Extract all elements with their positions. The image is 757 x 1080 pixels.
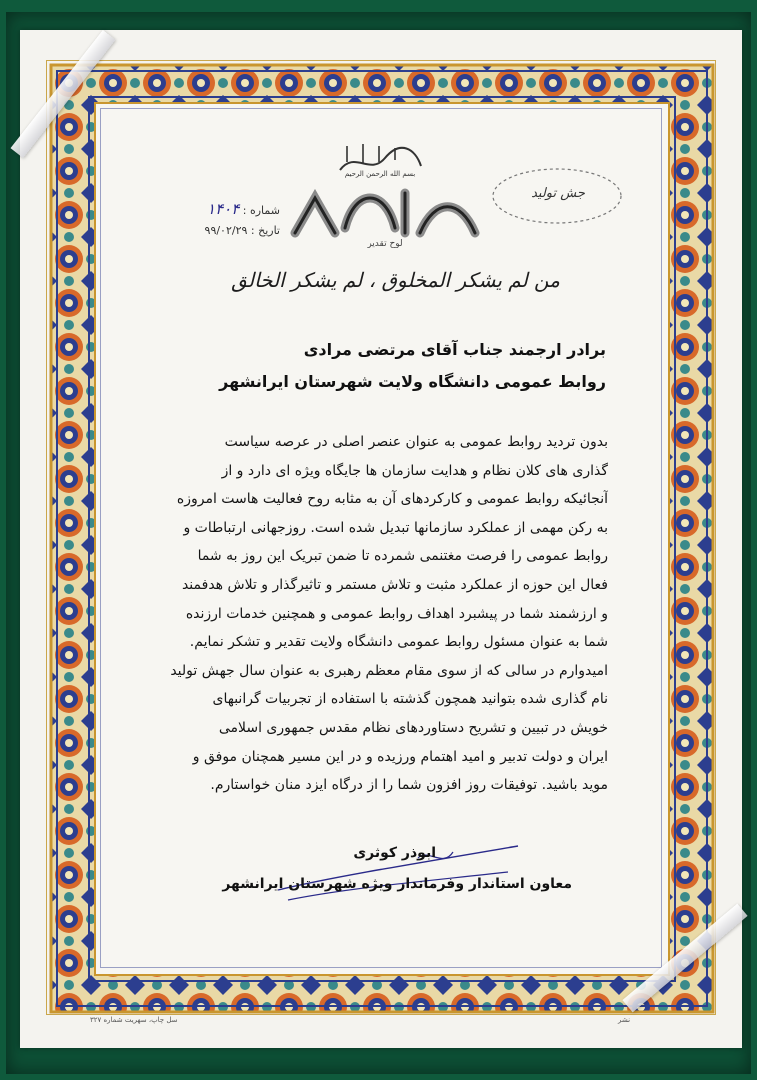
body-line: موید باشید. توفیقات روز افزون شما را از درگاه ایزد منان خواستارم. [210, 777, 608, 794]
bismillah-calligraphy [335, 140, 425, 178]
document-meta [150, 198, 280, 242]
date-row [150, 220, 280, 242]
body-line: شما به عنوان مسئول روابط عمومی دانشگاه ولایت تقدیر و تشکر نمایم. [189, 634, 608, 651]
bismillah-text: بسم الله الرحمن الرحیم [344, 170, 416, 178]
body-line: به رکن مهمی از عملکرد سازمانها تبدیل شده است. روزجهانی ارتباطات و [183, 519, 608, 536]
body-line: بدون تردید روابط عمومی به عنوان عنصر اصلی در عرصه سیاست [224, 434, 608, 450]
body-line: امیدوارم در سالی که از سوی مقام معظم رهبری به عنوان سال جهش تولید [170, 662, 608, 679]
stamp-text: جش تولید [531, 186, 585, 201]
date-value: ۹۹/۰۲/۲۹ [204, 224, 248, 237]
body-line: آنجائیکه روابط عمومی و کارکردهای آن به مثابه روح فعالیت هاست امروزه [176, 491, 608, 508]
recipient-line-2: روابط عمومی دانشگاه ولایت شهرستان ایرانشهر [219, 372, 606, 391]
certificate-body [150, 428, 608, 800]
number-row [150, 198, 280, 220]
footer-left: سل چاپ، سهریت شماره ۳۲۷ [90, 1016, 178, 1024]
body-line: خویش در تبیین و تشریح دستاوردهای نظام مقدس جمهوری اسلامی [218, 719, 608, 736]
body-line: ایران و دولت تدبیر و امید اهتمام ورزیده و در این مسیر همچنان موفق و [192, 748, 608, 765]
date-label: تاریخ : [250, 224, 280, 237]
body-line: نام گذاری شده بتوانید همچون گذشته با استفاده از تجربیات گرانبهای [212, 691, 608, 708]
number-label: شماره : [242, 204, 280, 217]
signer-position: معاون استاندار وفرماندار ویژه شهرستان ایرانشهر [222, 876, 572, 892]
number-value: ۱۴۰۴ [207, 200, 240, 218]
title-text: لوح تقدیر [367, 239, 403, 248]
motto: من لم یشکر المخلوق ، لم یشکر الخالق [231, 268, 560, 292]
signer-name: ابوذر کوثری [353, 845, 436, 861]
footer-right: نشر [618, 1016, 631, 1024]
recipient-line-1: برادر ارجمند جناب آقای مرتضی مرادی [303, 340, 606, 359]
title-calligraphy [285, 178, 485, 248]
body-line: و ارزشمند شما در پیشبرد اهداف روابط عمومی و همچنین خدمات ارزنده [185, 605, 608, 622]
body-line: روابط عمومی را فرصت مغتنمی شمرده تا ضمن تبریک این روز به شما [197, 548, 608, 565]
body-line: گذاری های کلان نظام و هدایت سازمان ها جایگاه ویژه ای دارد و از [221, 462, 608, 479]
body-line: فعال این حوزه از عملکرد مثبت و تلاش مستمر و تاثیرگذار و تلاش هدفمند [181, 576, 608, 593]
